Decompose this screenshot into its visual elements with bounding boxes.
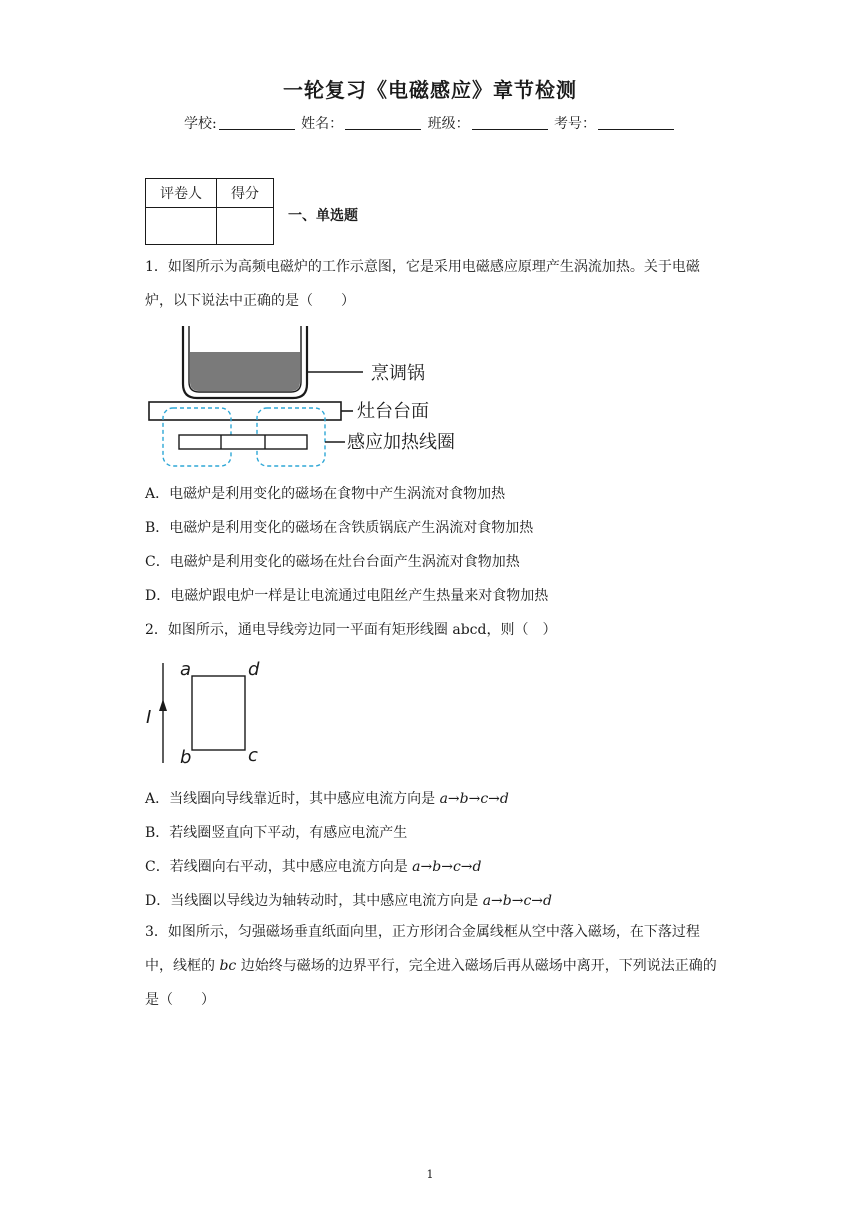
corner-b-label: b [180, 747, 192, 768]
pot-label: 烹调锅 [371, 363, 425, 384]
section-title: 一、单选题 [288, 208, 358, 224]
q2-option-c[interactable] [145, 856, 481, 876]
q1-option-a[interactable]: A．电磁炉是利用变化的磁场在食物中产生涡流对食物加热 [145, 486, 506, 502]
q3-text-part-a: 3．如图所示，匀强磁场垂直纸面向里，正方形闭合金属线框从空中落入磁场，在下落过程中，线框的 [145, 924, 700, 974]
stove-top-shape [149, 402, 341, 420]
coil-label: 感应加热线圈 [347, 432, 455, 453]
question-1-text: 1．如图所示为高频电磁炉的工作示意图，它是采用电磁感应原理产生涡流加热。关于电磁炉，以下说法中正确的是（ ） [145, 259, 700, 309]
corner-c-label: c [248, 745, 258, 766]
q2-option-d-text: D．当线圈以导线边为轴转动时，其中感应电流方向是 [145, 893, 483, 909]
question-2-text: 2．如图所示，通电导线旁边同一平面有矩形线圈 abcd，则（ ） [145, 622, 557, 638]
q1-option-c[interactable]: C．电磁炉是利用变化的磁场在灶台台面产生涡流对食物加热 [145, 554, 520, 570]
q1-option-b[interactable]: B．电磁炉是利用变化的磁场在含铁质锅底产生涡流对食物加热 [145, 520, 534, 536]
q2-option-a-text: A．当线圈向导线靠近时，其中感应电流方向是 [145, 791, 440, 807]
q3-text-bc: bc [219, 958, 237, 974]
page-number: 1 [426, 1168, 434, 1181]
q2-option-d-seq: a→b→c→d [482, 893, 552, 909]
corner-d-label: d [248, 659, 260, 680]
q2-option-c-seq: a→b→c→d [412, 859, 482, 875]
score-table [145, 178, 274, 245]
school-blank[interactable] [219, 129, 295, 130]
induction-cooker-figure [145, 322, 475, 472]
score-cell[interactable] [217, 208, 274, 245]
q2-option-d[interactable] [145, 890, 552, 910]
student-info-line [0, 113, 860, 133]
grader-header: 评卷人 [146, 179, 217, 208]
q2-option-a[interactable] [145, 788, 509, 808]
q3-text-part-b: 边始终与磁场的边界平行，完全进入磁场后再从磁场中离开，下列说法正确的是（ ） [145, 958, 717, 1008]
current-arrow-icon [159, 699, 167, 711]
class-blank[interactable] [472, 129, 548, 130]
name-blank[interactable] [345, 129, 421, 130]
q2-option-b[interactable] [145, 822, 407, 842]
q2-option-c-text: C．若线圈向右平动，其中感应电流方向是 [145, 859, 413, 875]
q2-option-b-text: B．若线圈竖直向下平动，有感应电流产生 [145, 825, 408, 841]
name-label: 姓名： [301, 116, 344, 132]
page-title: 一轮复习《电磁感应》章节检测 [283, 78, 577, 102]
q2-option-a-seq: a→b→c→d [439, 791, 509, 807]
question-3-text [145, 915, 720, 1017]
q1-option-d[interactable]: D．电磁炉跟电炉一样是让电流通过电阻丝产生热量来对食物加热 [145, 588, 549, 604]
heating-coil-shape [179, 435, 307, 449]
school-label: 学校: [183, 116, 217, 132]
exam-no-blank[interactable] [598, 129, 674, 130]
score-header: 得分 [217, 179, 274, 208]
stove-label: 灶台台面 [357, 401, 429, 422]
exam-no-label: 考号： [554, 116, 597, 132]
coil-rectangle [192, 676, 245, 750]
class-label: 班级： [427, 116, 470, 132]
corner-a-label: a [180, 659, 192, 680]
current-label: I [146, 707, 152, 728]
grader-cell[interactable] [146, 208, 217, 245]
rectangular-coil-figure [140, 655, 280, 770]
food-fill [190, 352, 300, 391]
